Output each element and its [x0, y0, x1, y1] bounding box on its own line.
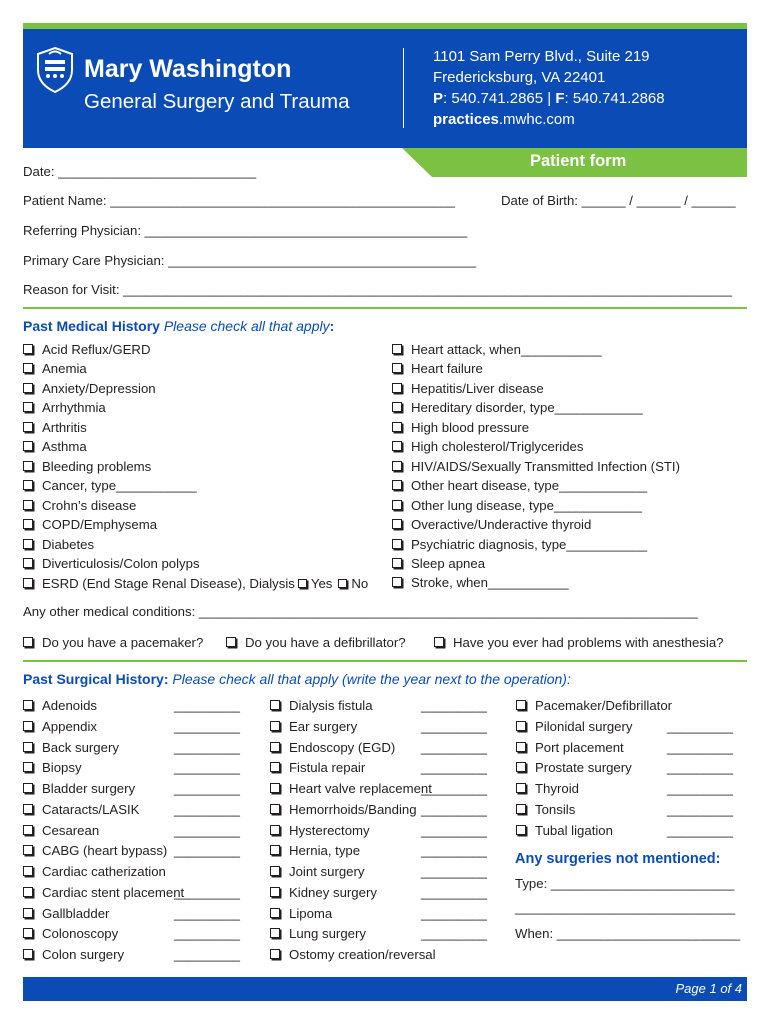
shield-logo-icon [34, 46, 76, 94]
surgery-item[interactable] [23, 906, 109, 921]
checkbox-icon[interactable] [23, 344, 33, 354]
year-blank[interactable]: _________ [421, 718, 488, 734]
item-label: Anxiety/Depression [42, 380, 156, 396]
item-label: Sleep apnea [411, 555, 486, 571]
checkbox-icon[interactable] [270, 700, 280, 710]
item-label: Asthma [42, 439, 87, 455]
checkbox-icon[interactable] [23, 422, 33, 432]
surgery-item[interactable] [23, 947, 124, 962]
item-label: Hernia, type [289, 843, 361, 859]
checkbox-icon[interactable] [270, 908, 280, 918]
checkbox-icon[interactable] [392, 500, 402, 510]
item-label: Cardiac stent placement [42, 884, 185, 900]
checkbox-icon[interactable] [392, 383, 402, 393]
year-blank[interactable]: _________ [174, 718, 241, 734]
year-blank[interactable]: _________ [421, 760, 488, 776]
checkbox-icon[interactable] [23, 363, 33, 373]
checkbox-icon[interactable] [392, 422, 402, 432]
item-label: Diabetes [42, 536, 95, 552]
checkbox-icon[interactable] [23, 721, 33, 731]
checkbox-icon[interactable] [270, 762, 280, 772]
year-blank[interactable]: _________ [174, 760, 241, 776]
item-label: Biopsy [42, 760, 82, 776]
surgery-item[interactable] [270, 864, 365, 879]
item-label: Hereditary disorder, type____________ [411, 400, 643, 416]
year-blank[interactable]: _________ [421, 926, 488, 942]
pmh-item[interactable] [392, 478, 647, 493]
checkbox-icon[interactable] [226, 637, 236, 647]
checkbox-icon[interactable] [516, 700, 526, 710]
surgery-item[interactable] [270, 719, 357, 734]
checkbox-icon[interactable] [516, 742, 526, 752]
item-label: Arrhythmia [42, 400, 106, 416]
surgery-when-field[interactable]: When: _________________________ [515, 926, 741, 941]
address-line-2: Fredericksburg, VA 22401 [433, 69, 606, 86]
year-blank[interactable]: _________ [667, 739, 734, 755]
item-label: Prostate surgery [535, 760, 632, 776]
year-blank[interactable]: _________ [174, 822, 241, 838]
pmh-item[interactable] [23, 498, 136, 513]
year-blank[interactable]: _________ [174, 801, 241, 817]
year-blank[interactable]: _________ [421, 822, 488, 838]
item-label: Anemia [42, 361, 87, 377]
website-link[interactable]: practices.mwhc.com [433, 111, 575, 128]
checkbox-icon[interactable] [23, 804, 33, 814]
pmh-item[interactable] [23, 517, 157, 532]
surgery-item[interactable] [270, 843, 360, 858]
pmh-item[interactable] [23, 342, 150, 357]
item-label: Adenoids [42, 698, 97, 713]
checkbox-icon[interactable] [392, 480, 402, 490]
year-blank[interactable]: _________ [421, 884, 488, 900]
item-label: Psychiatric diagnosis, type___________ [411, 536, 648, 552]
item-label: Back surgery [42, 739, 119, 755]
item-label: Hepatitis/Liver disease [411, 380, 544, 396]
surgery-item[interactable] [270, 947, 436, 962]
item-label: Colonoscopy [42, 926, 119, 942]
surgery-item[interactable] [23, 926, 118, 941]
item-label: Thyroid [535, 781, 579, 796]
referring-physician-field[interactable]: Referring Physician: ____________________________________________ [23, 223, 468, 238]
checkbox-icon[interactable] [270, 742, 280, 752]
item-label: Tubal ligation [535, 822, 613, 838]
pmh-item[interactable] [392, 517, 591, 532]
item-label: Appendix [42, 718, 97, 734]
pmh-item[interactable] [392, 537, 647, 552]
other-surgeries-heading: Any surgeries not mentioned: [515, 851, 721, 867]
item-label: Diverticulosis/Colon polyps [42, 555, 200, 571]
phone-fax-line: P: 540.741.2865 | F: 540.741.2868 [433, 90, 665, 107]
checkbox-icon[interactable] [516, 804, 526, 814]
year-blank[interactable]: _________ [421, 801, 488, 817]
checkbox-icon[interactable] [23, 700, 33, 710]
checkbox-icon[interactable] [23, 578, 33, 588]
item-label: Hemorrhoids/Banding [289, 801, 417, 817]
checkbox-icon[interactable] [270, 804, 280, 814]
checkbox-icon[interactable] [270, 928, 280, 938]
item-label: High cholesterol/Triglycerides [411, 439, 584, 455]
surgery-item[interactable] [270, 926, 366, 941]
checkbox-icon[interactable] [516, 825, 526, 835]
surgery-item[interactable] [23, 719, 97, 734]
surgery-item[interactable] [516, 760, 632, 775]
dob-field[interactable]: Date of Birth: ______ / ______ / ______ [501, 193, 736, 208]
checkbox-icon[interactable] [392, 344, 402, 354]
surgery-item[interactable] [23, 760, 82, 775]
date-field[interactable]: Date: ___________________________ [23, 164, 257, 179]
checkbox-icon[interactable] [298, 579, 307, 588]
checkbox-icon[interactable] [392, 441, 402, 451]
checkbox-icon[interactable] [23, 461, 33, 471]
item-label: CABG (heart bypass) [42, 843, 168, 859]
item-label: Endoscopy (EGD) [289, 739, 396, 755]
item-label: Bleeding problems [42, 458, 152, 474]
other-conditions-field[interactable]: Any other medical conditions: ____________________________________________________________________ [23, 604, 698, 619]
pmh-item[interactable] [23, 459, 151, 474]
item-label: Gallbladder [42, 905, 110, 921]
pmh-item[interactable] [392, 439, 583, 454]
year-blank[interactable]: _________ [421, 905, 488, 921]
surgery-item[interactable] [270, 760, 365, 775]
pmh-item[interactable] [392, 420, 529, 435]
checkbox-icon[interactable] [23, 825, 33, 835]
surgery-item[interactable] [23, 698, 97, 713]
year-blank[interactable]: _________ [667, 781, 734, 796]
defibrillator-question[interactable]: Do you have a defibrillator? [226, 635, 406, 650]
item-label: Heart valve replacement [289, 781, 432, 796]
surgery-item[interactable] [516, 823, 613, 838]
section-divider [23, 307, 747, 309]
pmh-item[interactable] [392, 361, 483, 376]
checkbox-icon[interactable] [23, 908, 33, 918]
item-label: Colon surgery [42, 947, 125, 962]
year-blank[interactable]: _________ [421, 843, 488, 859]
checkbox-icon[interactable] [392, 461, 402, 471]
surgery-item[interactable] [23, 781, 135, 796]
surgery-item[interactable] [516, 740, 624, 755]
surgery-item[interactable] [270, 802, 417, 817]
pmh-item[interactable] [392, 556, 485, 571]
pmh-item[interactable] [23, 537, 94, 552]
item-label: Cardiac catherization [42, 864, 166, 879]
header-banner [23, 23, 747, 148]
surgery-type-field-line2[interactable]: ______________________________ [515, 900, 736, 915]
year-blank[interactable]: _________ [667, 718, 734, 734]
item-label: Tonsils [535, 801, 576, 817]
checkbox-icon[interactable] [392, 402, 402, 412]
pmh-item[interactable] [23, 478, 197, 493]
checkbox-icon[interactable] [392, 519, 402, 529]
year-blank[interactable]: _________ [174, 843, 241, 859]
item-label: High blood pressure [411, 419, 530, 435]
section-divider [23, 660, 747, 662]
pmh-item[interactable] [392, 342, 602, 357]
item-label: Crohn’s disease [42, 497, 137, 513]
item-label: Hysterectomy [289, 822, 370, 838]
item-label: Arthritis [42, 419, 87, 435]
checkbox-icon[interactable] [23, 928, 33, 938]
item-label: Acid Reflux/GERD [42, 342, 151, 357]
checkbox-icon[interactable] [23, 441, 33, 451]
surgery-item[interactable] [516, 802, 575, 817]
pmh-item[interactable] [392, 400, 643, 415]
year-blank[interactable]: _________ [174, 739, 241, 755]
pmh-item[interactable] [23, 361, 87, 376]
item-label: Stroke, when___________ [411, 575, 569, 591]
surgery-item[interactable] [270, 885, 377, 900]
checkbox-icon[interactable] [270, 825, 280, 835]
pmh-item[interactable] [392, 459, 680, 474]
year-blank[interactable]: _________ [174, 926, 241, 942]
checkbox-icon[interactable] [392, 363, 402, 373]
pmh-item[interactable] [23, 400, 106, 415]
surgery-item[interactable] [516, 719, 633, 734]
surgery-item[interactable] [23, 864, 166, 879]
year-blank[interactable]: _________ [174, 781, 241, 796]
item-label: Heart failure [411, 361, 483, 377]
year-blank[interactable]: _________ [421, 864, 488, 879]
year-blank[interactable]: _________ [174, 884, 241, 900]
year-blank[interactable]: _________ [667, 801, 734, 817]
checkbox-icon[interactable] [23, 539, 33, 549]
checkbox-icon[interactable] [270, 949, 280, 959]
surgery-item[interactable] [23, 885, 184, 900]
checkbox-icon[interactable] [434, 637, 444, 647]
item-label: Ear surgery [289, 718, 358, 734]
item-label: Cesarean [42, 822, 100, 838]
checkbox-icon[interactable] [23, 742, 33, 752]
pmh-item[interactable] [23, 439, 87, 454]
pmh-esrd-item[interactable]: ESRD (End Stage Renal Disease), Dialysis Yes No [23, 576, 368, 591]
surgery-item[interactable] [270, 906, 332, 921]
surgery-type-field[interactable]: Type: _________________________ [515, 876, 735, 891]
pmh-heading: Past Medical History Please check all that apply: [23, 318, 335, 334]
checkbox-icon[interactable] [516, 721, 526, 731]
checkbox-icon[interactable] [23, 783, 33, 793]
reason-for-visit-field[interactable]: Reason for Visit: ___________________________________________________________________________________ [23, 282, 732, 297]
item-label: Other heart disease, type____________ [411, 478, 648, 494]
surgery-item[interactable] [23, 740, 119, 755]
checkbox-icon[interactable] [23, 637, 33, 647]
item-label: COPD/Emphysema [42, 517, 158, 533]
item-label: Lipoma [289, 905, 333, 921]
surgery-item[interactable] [23, 823, 99, 838]
checkbox-icon[interactable] [23, 480, 33, 490]
header-divider [403, 48, 404, 128]
surgery-item[interactable] [270, 698, 373, 713]
checkbox-icon[interactable] [23, 402, 33, 412]
checkbox-icon[interactable] [516, 783, 526, 793]
pmh-item[interactable] [23, 381, 156, 396]
item-label: Kidney surgery [289, 884, 377, 900]
surgery-item[interactable] [23, 802, 139, 817]
surgery-item[interactable] [516, 781, 579, 796]
year-blank[interactable]: _________ [421, 739, 488, 755]
pmh-item[interactable] [23, 556, 200, 571]
checkbox-icon[interactable] [23, 500, 33, 510]
pmh-item[interactable] [392, 575, 569, 590]
checkbox-icon[interactable] [23, 866, 33, 876]
surgery-item[interactable] [516, 698, 672, 713]
item-label: Cataracts/LASIK [42, 801, 140, 817]
pmh-item[interactable] [23, 420, 87, 435]
checkbox-icon[interactable] [392, 539, 402, 549]
year-blank[interactable]: _________ [174, 698, 241, 713]
item-label: Pilonidal surgery [535, 718, 633, 734]
year-blank[interactable]: _________ [421, 698, 488, 713]
surgery-item[interactable] [270, 823, 370, 838]
checkbox-icon[interactable] [270, 887, 280, 897]
surgery-item[interactable] [23, 843, 167, 858]
psh-heading: Past Surgical History: Please check all that apply (write the year next to the operation): [23, 671, 571, 687]
item-label: Ostomy creation/reversal [289, 947, 436, 962]
checkbox-icon[interactable] [23, 949, 33, 959]
footer-bar [23, 977, 747, 1001]
item-label: Pacemaker/Defibrillator [535, 698, 673, 713]
checkbox-icon[interactable] [270, 845, 280, 855]
anesthesia-question[interactable]: Have you ever had problems with anesthesia? [434, 635, 724, 650]
item-label: Dialysis fistula [289, 698, 373, 713]
checkbox-icon[interactable] [392, 577, 402, 587]
year-blank[interactable]: _________ [174, 905, 241, 921]
page-number: Page 1 of 4 [675, 981, 742, 996]
checkbox-icon[interactable] [23, 762, 33, 772]
item-label: HIV/AIDS/Sexually Transmitted Infection (STI) [411, 458, 680, 474]
surgery-item[interactable] [270, 781, 432, 796]
checkbox-icon[interactable] [392, 558, 402, 568]
item-label: Bladder surgery [42, 781, 136, 796]
brand-name: Mary Washington [84, 55, 292, 83]
checkbox-icon[interactable] [270, 721, 280, 731]
patient-name-field[interactable]: Patient Name: _______________________________________________ [23, 193, 455, 208]
pmh-item[interactable] [392, 498, 642, 513]
item-label: Joint surgery [289, 864, 365, 879]
checkbox-icon[interactable] [270, 866, 280, 876]
item-label: Heart attack, when___________ [411, 342, 602, 357]
item-label: Other lung disease, type____________ [411, 497, 642, 513]
checkbox-icon[interactable] [23, 383, 33, 393]
checkbox-icon[interactable] [338, 579, 347, 588]
pacemaker-question[interactable]: Do you have a pacemaker? [23, 635, 203, 650]
pmh-item[interactable] [392, 381, 544, 396]
year-blank[interactable]: _________ [174, 947, 241, 962]
item-label: Cancer, type___________ [42, 478, 197, 494]
form-title: Patient form [530, 152, 627, 170]
checkbox-icon[interactable] [23, 845, 33, 855]
item-label: Fistula repair [289, 760, 366, 776]
surgery-item[interactable] [270, 740, 395, 755]
year-blank[interactable]: _________ [667, 822, 734, 838]
checkbox-icon[interactable] [23, 519, 33, 529]
checkbox-icon[interactable] [23, 887, 33, 897]
year-blank[interactable]: _________ [667, 760, 734, 776]
address-line-1: 1101 Sam Perry Blvd., Suite 219 [433, 48, 650, 65]
item-label: Overactive/Underactive thyroid [411, 517, 592, 533]
year-blank[interactable]: _________ [421, 781, 488, 796]
primary-care-field[interactable]: Primary Care Physician: __________________________________________ [23, 253, 477, 268]
checkbox-icon[interactable] [516, 762, 526, 772]
item-label: Lung surgery [289, 926, 366, 942]
checkbox-icon[interactable] [270, 783, 280, 793]
brand-subtitle: General Surgery and Trauma [84, 90, 350, 113]
checkbox-icon[interactable] [23, 558, 33, 568]
item-label: Port placement [535, 739, 624, 755]
